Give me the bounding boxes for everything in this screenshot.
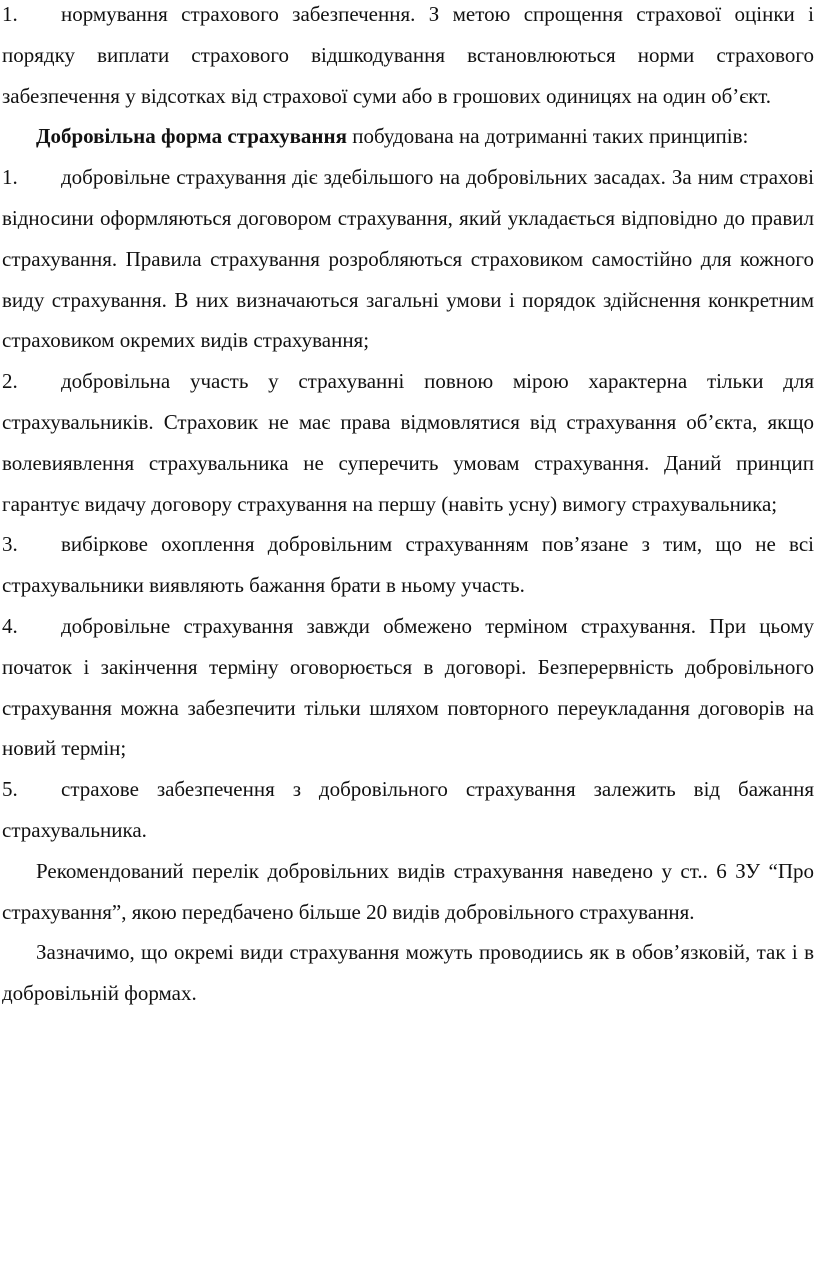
list-text: вибіркове охоплення добровільним страхуванням пов’язане з тим, що не всі страхувальники виявляють бажання брати в ньому участь.	[2, 532, 814, 598]
principle-item-4	[2, 606, 814, 769]
closing-paragraph-2: Зазначимо, що окремі види страхування можуть проводиись як в обов’язковій, так і в добровільній формах.	[2, 940, 814, 1006]
list-text: нормування страхового забезпечення. З метою спрощення страхової оцінки і порядку виплати страхового відшкодування встановлюються норми страхового забезпечення у відсотках від страхової суми або в грошових одиницях на один об’єкт.	[2, 2, 814, 108]
list-text: добровільна участь у страхуванні повною мірою характерна тільки для страхувальників. Страховик не має права відмовлятися від страхування об’єкта, якщо волевиявлення страхувальника не суперечить умовам страхування. Даний принцип гарантує видачу договору страхування на першу (навіть усну) вимогу страхувальника;	[2, 369, 814, 516]
intro-paragraph	[2, 116, 814, 157]
principle-item-3	[2, 524, 814, 606]
list-number: 2.	[2, 369, 18, 394]
intro-bold-term: Добровільна форма страхування	[36, 124, 347, 149]
list-number: 1.	[2, 165, 18, 190]
list-number: 1.	[2, 2, 18, 26]
list-item-norm	[2, 0, 814, 116]
closing-paragraph-1: Рекомендований перелік добровільних видів страхування наведено у ст.. 6 ЗУ “Про страхування”, якою передбачено більше 20 видів добровільного страхування.	[2, 858, 814, 924]
list-number: 3.	[2, 532, 18, 557]
principle-item-1	[2, 157, 814, 361]
principle-item-5	[2, 769, 814, 851]
list-text: страхове забезпечення з добровільного страхування залежить від бажання страхувальника.	[2, 777, 814, 842]
list-number: 4.	[2, 613, 18, 638]
list-number: 5.	[2, 777, 18, 802]
list-text: добровільне страхування завжди обмежено терміном страхування. При цьому початок і закінчення терміну оговорюється в договорі. Безперервність добровільного страхування можна забезпечити тільки шляхом повторного переукладання договорів на новий термін;	[2, 613, 814, 761]
principle-item-2	[2, 361, 814, 524]
intro-text: побудована на дотриманні таких принципів:	[347, 124, 749, 149]
list-text: добровільне страхування діє здебільшого на добровільних засадах. За ним страхові відносини оформляються договором страхування, який укладається відповідно до правил страхування. Правила страхування розробляються страховиком самостійно для кожного виду страхування. В них визначаються загальні умови і порядок здійснення конкретним страховиком окремих видів страхування;	[2, 165, 814, 353]
